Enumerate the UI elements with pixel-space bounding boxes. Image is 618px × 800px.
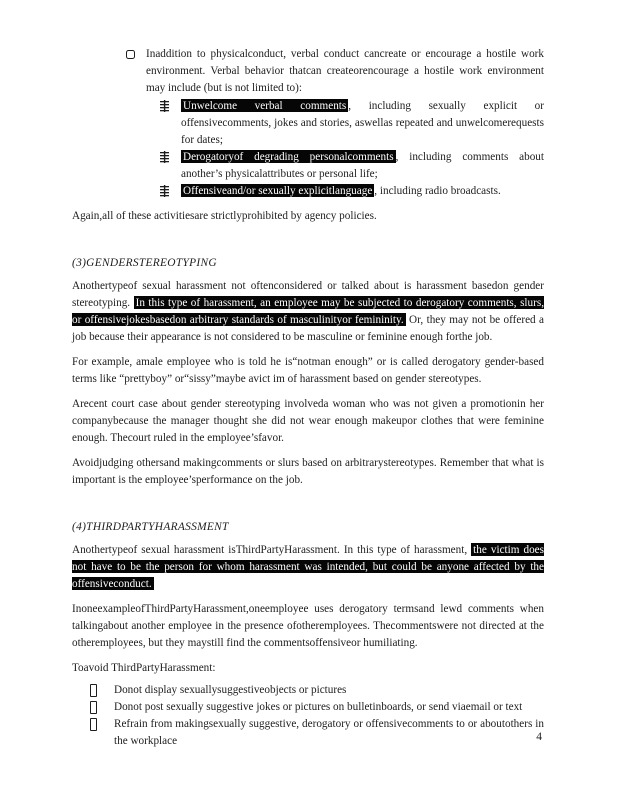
section-4-paragraph-1 bbox=[72, 542, 544, 593]
highlighted-text: Derogatoryof degrading personalcomments bbox=[183, 151, 394, 163]
paragraph-text: Anothertypeof sexual harassment not oftenconsidered or talked about is harassment basedon gender stereotyping. bbox=[72, 280, 544, 309]
bars-bullet-icon bbox=[160, 185, 169, 203]
list-item bbox=[90, 716, 544, 750]
list-item-rest: , including comments about another’s physicalattributes or personal life; bbox=[181, 151, 544, 180]
closing-paragraph: Again,all of these activitiesare strictlyprohibited by agency policies. bbox=[72, 210, 377, 222]
box-bullet-icon bbox=[90, 718, 97, 731]
intro-bullet-row bbox=[126, 46, 544, 97]
list-item-text: Donot post sexually suggestive jokes or pictures on bulletinboards, or send viaemail or text bbox=[114, 701, 523, 713]
paragraph-text: Or, they may not be offered a job because their appearance is not considered to be masculine or feminine enough forthe job. bbox=[72, 314, 544, 343]
section-3-paragraph-3: Arecent court case about gender stereotyping involveda woman who was not given a promotionin her companybecause the manager thought she did not wear enough makeupor clothes that were feminine enough. Thecourt ruled in the employee’sfavor. bbox=[72, 398, 544, 444]
paragraph-text: Anothertypeof sexual harassment isThirdPartyHarassment. In this type of harassment, bbox=[72, 544, 472, 556]
list-item-rest: , including sexually explicit or offensivecomments, jokes and stories, aswellas repeated and unwelcomerequests for dates; bbox=[181, 100, 544, 146]
list-item-text: Refrain from makingsexually suggestive, derogatory or offensivecomments to or aboutothers in the workplace bbox=[114, 718, 544, 747]
box-bullet-icon bbox=[90, 684, 97, 697]
list-item bbox=[90, 682, 544, 699]
highlighted-text: the victim does not have to be the person for whom harassment was intended, but could be anyone affected by the offensiveconduct. bbox=[72, 544, 544, 590]
list-item-text bbox=[181, 98, 544, 149]
highlighted-text: Unwelcome verbal comments bbox=[183, 100, 347, 112]
list-item-text bbox=[181, 183, 544, 203]
list-item bbox=[160, 149, 544, 183]
list-item bbox=[160, 183, 544, 203]
circle-bullet-icon bbox=[126, 50, 135, 59]
list-item bbox=[90, 699, 544, 716]
list-item-rest: , including radio broadcasts. bbox=[374, 185, 501, 197]
section-3-heading: (3)GENDERSTEREOTYPING bbox=[72, 257, 217, 269]
section-3-paragraph-1 bbox=[72, 278, 544, 346]
section-3-paragraph-4: Avoidjudging othersand makingcomments or slurs based on arbitrarystereotypes. Remember that what is important is the employee’sperformance on the job. bbox=[72, 457, 544, 486]
intro-paragraph: Inaddition to physicalconduct, verbal conduct cancreate or encourage a hostile work environment. Verbal behavior thatcan createorencourage a hostile work environment may include (but is not limited to): bbox=[146, 48, 544, 94]
highlighted-text: In this type of harassment, an employee may be subjected to derogatory comments, slurs, or offensivejokesbasedon arbitrary standards of masculinityor femininity. bbox=[72, 297, 544, 326]
page-number: 4 bbox=[536, 731, 542, 743]
section-4-paragraph-2: InoneexampleofThirdPartyHarassment,oneemployee uses derogatory termsand lewd comments when talkingabout another employee in the presence ofotheremployees. Thecommentswere not directed at the otheremployees, but they maystill find the commentsoffensiveor humiliating. bbox=[72, 603, 544, 649]
list-item-text bbox=[181, 149, 544, 183]
bars-bullet-icon bbox=[160, 100, 169, 149]
section-4-paragraph-3: Toavoid ThirdPartyHarassment: bbox=[72, 662, 216, 674]
section-4-heading: (4)THIRDPARTYHARASSMENT bbox=[72, 521, 229, 533]
list-item bbox=[160, 98, 544, 149]
bars-bullet-icon bbox=[160, 151, 169, 183]
box-bullet-icon bbox=[90, 701, 97, 714]
list-item-text: Donot display sexuallysuggestiveobjects or pictures bbox=[114, 684, 347, 696]
highlighted-text: Offensiveand/or sexually explicitlanguage bbox=[183, 185, 373, 197]
section-3-paragraph-2: For example, amale employee who is told he is“notman enough” or is called derogatory gender-based terms like “prettyboy” or“sissy”maybe avict im of harassment based on gender stereotypes. bbox=[72, 356, 544, 385]
